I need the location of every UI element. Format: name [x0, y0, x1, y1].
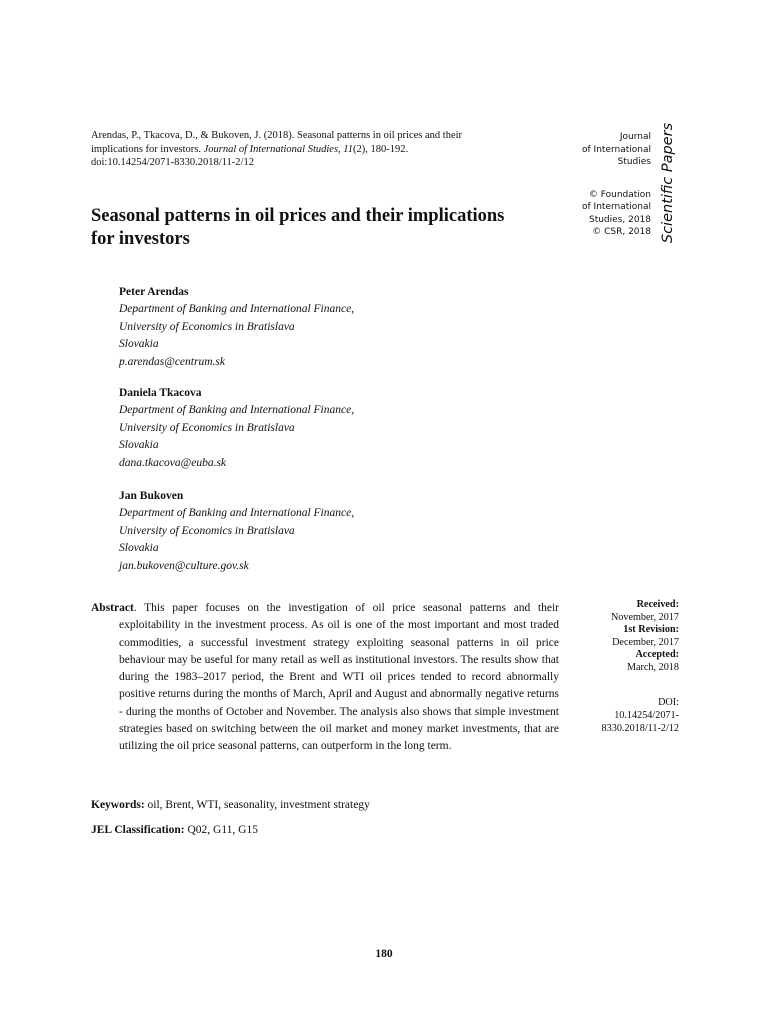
author-department: Department of Banking and International Finance, — [119, 507, 355, 520]
copyright-line: Studies, 2018 — [588, 214, 651, 225]
author-name: Jan Bukoven — [119, 490, 184, 502]
received-date: November, 2017 — [610, 611, 679, 623]
keywords — [91, 797, 561, 813]
page-number: 180 — [375, 948, 393, 960]
citation-doi[interactable]: doi:10.14254/2071-8330.2018/11-2/12 — [91, 157, 254, 168]
accepted-label: Accepted: — [635, 649, 679, 661]
copyright-line: © Foundation — [588, 189, 651, 200]
doi-label: DOI: — [658, 697, 679, 708]
journal-name-line: Studies — [617, 157, 651, 167]
keywords-label: Keywords: — [91, 799, 145, 811]
author-name: Daniela Tkacova — [119, 387, 202, 399]
author-email[interactable]: p.arendas@centrum.sk — [119, 355, 225, 368]
revision-date: December, 2017 — [612, 636, 679, 648]
author-country: Slovakia — [119, 338, 159, 351]
accepted-date: March, 2018 — [626, 661, 679, 673]
abstract-text: . This paper focuses on the investigation of oil price seasonal patterns and their exploitability in the investment process. As oil is one of the most important and most traded commodities, a successful investment strategy exploiting seasonal patterns in oil price behaviour may be useful for many retail as well as institutional investors. The results show that during the 1983–2017 period, the Brent and WTI oil prices tended to record abnormally positive returns during the months of March, April and August and abnormally negative returns - during the months of October and November. The analysis also shows that simple investment strategies based on switching between the oil market and money market investments, that are utilizing the oil price seasonal patterns, can outperform in the long term. — [119, 602, 559, 753]
doi-box — [570, 697, 679, 735]
author-department: Department of Banking and International Finance, — [119, 404, 355, 417]
jel-text: Q02, G11, G15 — [184, 824, 258, 836]
author-university: University of Economics in Bratislava — [119, 421, 295, 434]
doi-value-line[interactable]: 8330.2018/11-2/12 — [601, 722, 679, 734]
paper-title: Seasonal patterns in oil prices and their implications for investors — [91, 206, 505, 249]
citation — [91, 129, 471, 170]
author-name: Peter Arendas — [119, 286, 189, 298]
dates-box — [570, 599, 679, 675]
abstract — [91, 600, 559, 756]
journal-name-line: of International — [582, 144, 651, 155]
scientific-papers-label — [652, 122, 684, 244]
copyright-line: © CSR, 2018 — [592, 227, 651, 237]
doi-value-line[interactable]: 10.14254/2071- — [614, 709, 679, 721]
received-label: Received: — [636, 599, 679, 610]
revision-label: 1st Revision: — [623, 624, 679, 636]
scientific-papers-text: Scientific Papers — [660, 122, 676, 244]
author-block — [119, 385, 459, 472]
author-block — [119, 488, 459, 575]
copyright-line: of International — [582, 202, 651, 212]
jel-label: JEL Classification: — [91, 824, 185, 836]
citation-authors-title: Arendas, P., Tkacova, D., & Bukoven, J. (2018). Seasonal patterns in oil prices and their implications for investors. — [91, 130, 463, 155]
citation-issue-pages: (2), 180-192. — [353, 143, 409, 155]
keywords-text: oil, Brent, WTI, seasonality, investment strategy — [144, 799, 370, 811]
author-email[interactable]: dana.tkacova@euba.sk — [119, 456, 227, 469]
journal-name-line: Journal — [619, 132, 651, 142]
citation-journal: Journal of International Studies, 11 — [203, 143, 353, 155]
journal-box — [540, 131, 651, 239]
author-department: Department of Banking and International Finance, — [119, 303, 355, 316]
author-email[interactable]: jan.bukoven@culture.gov.sk — [119, 559, 249, 572]
author-university: University of Economics in Bratislava — [119, 320, 295, 333]
author-country: Slovakia — [119, 542, 159, 555]
abstract-label: Abstract — [91, 602, 134, 614]
jel-classification — [91, 822, 561, 838]
author-university: University of Economics in Bratislava — [119, 524, 295, 537]
author-block — [119, 284, 459, 371]
author-country: Slovakia — [119, 439, 159, 452]
